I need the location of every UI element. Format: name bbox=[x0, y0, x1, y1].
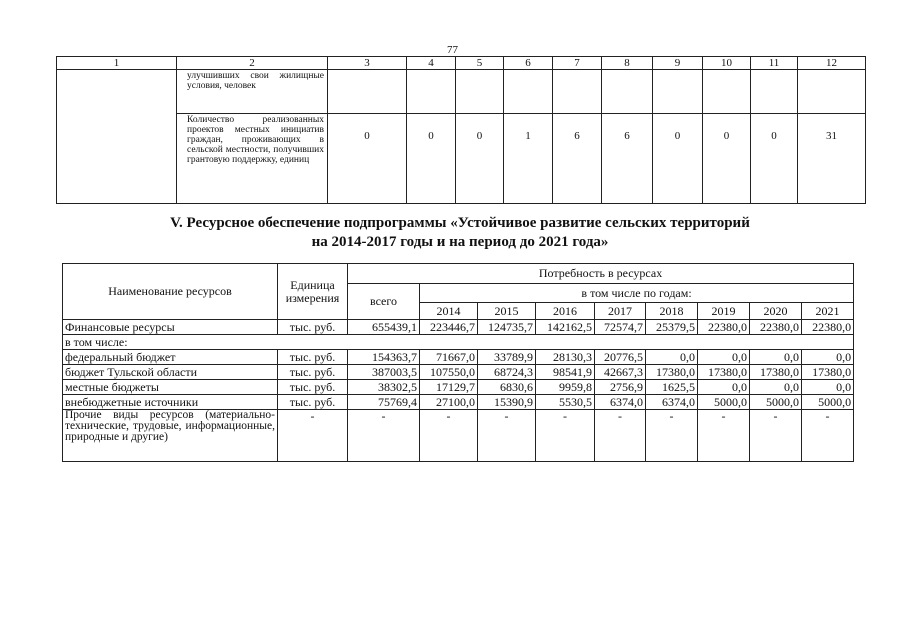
unit-cell: тыс. руб. bbox=[278, 350, 348, 365]
column-number: 6 bbox=[504, 57, 553, 70]
year-value: 6374,0 bbox=[595, 395, 646, 410]
year-value: - bbox=[478, 410, 536, 462]
column-number: 4 bbox=[407, 57, 456, 70]
year-value: 5000,0 bbox=[750, 395, 802, 410]
year-header: 2015 bbox=[478, 303, 536, 320]
header-row bbox=[63, 264, 854, 284]
year-value: - bbox=[698, 410, 750, 462]
value-cell bbox=[703, 70, 751, 114]
column-number: 11 bbox=[751, 57, 798, 70]
year-value: 6830,6 bbox=[478, 380, 536, 395]
value-cell: 0 bbox=[456, 114, 504, 204]
column-number: 3 bbox=[328, 57, 407, 70]
year-value: 22380,0 bbox=[698, 320, 750, 335]
value-cell bbox=[407, 70, 456, 114]
unit-cell: тыс. руб. bbox=[278, 365, 348, 380]
year-value: 0,0 bbox=[802, 380, 854, 395]
table-row bbox=[63, 350, 854, 365]
year-value: - bbox=[595, 410, 646, 462]
resource-name: федеральный бюджет bbox=[63, 350, 278, 365]
year-value: 42667,3 bbox=[595, 365, 646, 380]
unit-cell: - bbox=[278, 410, 348, 462]
value-cell: 31 bbox=[798, 114, 866, 204]
column-number: 8 bbox=[602, 57, 653, 70]
total-cell: - bbox=[348, 410, 420, 462]
heading-line-1: V. Ресурсное обеспечение подпрограммы «Устойчивое развитие сельских территорий bbox=[170, 215, 750, 231]
year-value: 124735,7 bbox=[478, 320, 536, 335]
year-header: 2021 bbox=[802, 303, 854, 320]
table-row bbox=[63, 395, 854, 410]
column-number: 9 bbox=[653, 57, 703, 70]
value-cell: 1 bbox=[504, 114, 553, 204]
year-header: 2014 bbox=[420, 303, 478, 320]
unit-cell: тыс. руб. bbox=[278, 380, 348, 395]
table-row bbox=[63, 365, 854, 380]
value-cell bbox=[751, 70, 798, 114]
table-row bbox=[63, 335, 854, 350]
indicator-description: Количество реализованных проектов местных инициатив граждан, проживающих в сельской местности, получивших грантовую поддержку, единиц bbox=[177, 114, 328, 204]
year-value: 28130,3 bbox=[536, 350, 595, 365]
year-value: - bbox=[536, 410, 595, 462]
value-cell bbox=[653, 70, 703, 114]
table-row bbox=[57, 114, 866, 204]
year-value: 15390,9 bbox=[478, 395, 536, 410]
total-cell: 387003,5 bbox=[348, 365, 420, 380]
column-number: 1 bbox=[57, 57, 177, 70]
year-value: 17380,0 bbox=[698, 365, 750, 380]
indicator-table-continued bbox=[56, 56, 866, 204]
resource-name: бюджет Тульской области bbox=[63, 365, 278, 380]
table-row bbox=[63, 410, 854, 462]
year-value: 68724,3 bbox=[478, 365, 536, 380]
year-value: 5000,0 bbox=[698, 395, 750, 410]
year-value: - bbox=[750, 410, 802, 462]
column-number-row bbox=[57, 57, 866, 70]
value-cell bbox=[553, 70, 602, 114]
column-number: 5 bbox=[456, 57, 504, 70]
year-value: 0,0 bbox=[646, 350, 698, 365]
table-row bbox=[57, 70, 866, 114]
resource-name: Финансовые ресурсы bbox=[63, 320, 278, 335]
value-cell: 0 bbox=[653, 114, 703, 204]
year-value: - bbox=[420, 410, 478, 462]
column-number: 7 bbox=[553, 57, 602, 70]
year-value: 0,0 bbox=[698, 380, 750, 395]
resource-name: местные бюджеты bbox=[63, 380, 278, 395]
section-heading bbox=[100, 214, 820, 252]
table-row bbox=[63, 380, 854, 395]
resource-name: внебюджетные источники bbox=[63, 395, 278, 410]
total-header: всего bbox=[348, 284, 420, 320]
value-cell bbox=[602, 70, 653, 114]
unit-header: Единица измерения bbox=[278, 264, 348, 320]
year-value: 0,0 bbox=[750, 380, 802, 395]
year-value: 5000,0 bbox=[802, 395, 854, 410]
year-value: 25379,5 bbox=[646, 320, 698, 335]
unit-cell: тыс. руб. bbox=[278, 320, 348, 335]
empty-cell bbox=[57, 70, 177, 204]
heading-line-2: на 2014-2017 годы и на период до 2021 года» bbox=[311, 234, 609, 250]
year-value: 72574,7 bbox=[595, 320, 646, 335]
year-value: 107550,0 bbox=[420, 365, 478, 380]
column-number: 2 bbox=[177, 57, 328, 70]
year-value: 22380,0 bbox=[750, 320, 802, 335]
table-row bbox=[63, 320, 854, 335]
year-value: 0,0 bbox=[802, 350, 854, 365]
year-value: - bbox=[802, 410, 854, 462]
year-value: 9959,8 bbox=[536, 380, 595, 395]
year-value: 1625,5 bbox=[646, 380, 698, 395]
year-header: 2017 bbox=[595, 303, 646, 320]
need-header: Потребность в ресурсах bbox=[348, 264, 854, 284]
value-cell: 6 bbox=[553, 114, 602, 204]
value-cell: 0 bbox=[328, 114, 407, 204]
unit-cell: тыс. руб. bbox=[278, 395, 348, 410]
year-value: 6374,0 bbox=[646, 395, 698, 410]
year-value: 223446,7 bbox=[420, 320, 478, 335]
by-years-header: в том числе по годам: bbox=[420, 284, 854, 303]
year-value: 17380,0 bbox=[646, 365, 698, 380]
value-cell bbox=[798, 70, 866, 114]
value-cell: 0 bbox=[407, 114, 456, 204]
year-value: 0,0 bbox=[750, 350, 802, 365]
year-header: 2016 bbox=[536, 303, 595, 320]
year-header: 2019 bbox=[698, 303, 750, 320]
column-number: 12 bbox=[798, 57, 866, 70]
column-number: 10 bbox=[703, 57, 751, 70]
year-header: 2018 bbox=[646, 303, 698, 320]
year-value: 0,0 bbox=[698, 350, 750, 365]
year-value: 22380,0 bbox=[802, 320, 854, 335]
year-value: 71667,0 bbox=[420, 350, 478, 365]
year-value: 2756,9 bbox=[595, 380, 646, 395]
total-cell: 154363,7 bbox=[348, 350, 420, 365]
value-cell bbox=[504, 70, 553, 114]
resource-name: Прочие виды ресурсов (материально-технические, трудовые, информационные, природные и другие) bbox=[63, 410, 278, 462]
year-value: - bbox=[646, 410, 698, 462]
total-cell: 655439,1 bbox=[348, 320, 420, 335]
total-cell: 38302,5 bbox=[348, 380, 420, 395]
value-cell bbox=[456, 70, 504, 114]
resource-name-header: Наименование ресурсов bbox=[63, 264, 278, 320]
year-value: 17380,0 bbox=[750, 365, 802, 380]
including-label: в том числе: bbox=[63, 335, 854, 350]
year-value: 5530,5 bbox=[536, 395, 595, 410]
value-cell: 0 bbox=[703, 114, 751, 204]
year-value: 20776,5 bbox=[595, 350, 646, 365]
year-value: 27100,0 bbox=[420, 395, 478, 410]
value-cell: 6 bbox=[602, 114, 653, 204]
year-value: 98541,9 bbox=[536, 365, 595, 380]
year-value: 33789,9 bbox=[478, 350, 536, 365]
year-value: 17380,0 bbox=[802, 365, 854, 380]
year-value: 17129,7 bbox=[420, 380, 478, 395]
page-number: 77 bbox=[447, 44, 458, 56]
value-cell bbox=[328, 70, 407, 114]
year-header: 2020 bbox=[750, 303, 802, 320]
value-cell: 0 bbox=[751, 114, 798, 204]
total-cell: 75769,4 bbox=[348, 395, 420, 410]
indicator-description: улучшивших свои жилищные условия, человек bbox=[177, 70, 328, 114]
resource-table bbox=[62, 263, 854, 462]
year-value: 142162,5 bbox=[536, 320, 595, 335]
